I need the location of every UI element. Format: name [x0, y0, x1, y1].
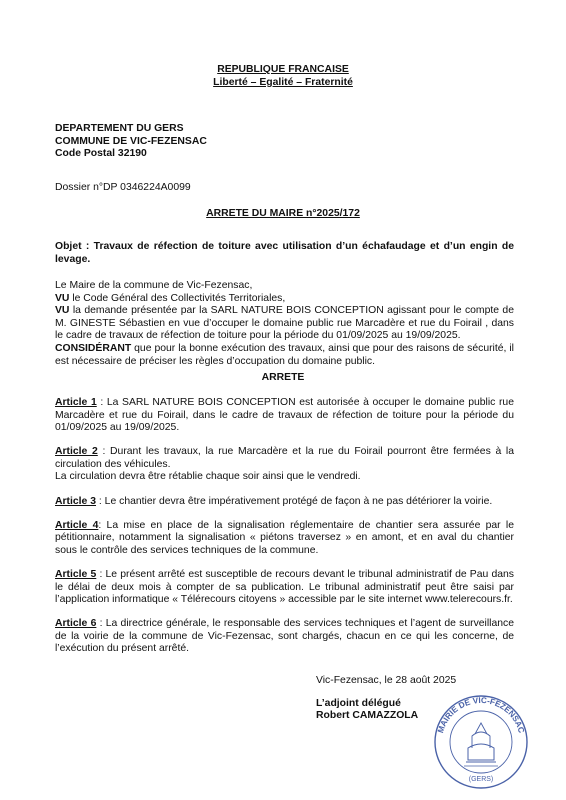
- department-name: DEPARTEMENT DU GERS: [55, 123, 184, 134]
- document-header: [0, 64, 566, 89]
- arrete-heading: ARRETE: [261, 372, 305, 383]
- seal-bottom-text: (GERS): [468, 776, 494, 783]
- article-5: [55, 569, 514, 607]
- article-2: [55, 446, 514, 484]
- commune-name: COMMUNE DE VIC-FEZENSAC: [55, 135, 207, 147]
- dossier-number: Dossier n°DP 0346224A0099: [55, 182, 191, 193]
- considerant-line: [55, 343, 514, 368]
- postal-code: Code Postal 32190: [55, 148, 147, 160]
- vu-label: VU: [55, 305, 70, 317]
- issuer-block: [55, 123, 207, 161]
- article-1: [55, 397, 514, 435]
- article-text: : La SARL NATURE BOIS CONCEPTION est autorisée à occuper le domaine public rue Marcadère et rue du Foirail, dans le cadre de travaux de réfection de toiture pour la période du 01/09/2025 au 19/09/2025.: [55, 397, 514, 434]
- article-6: [55, 618, 514, 656]
- vu-request-line: [55, 305, 514, 343]
- articles-list: [55, 397, 514, 668]
- republic-motto: Liberté – Egalité – Fraternité: [213, 76, 353, 88]
- article-text: : Le chantier devra être impérativement protégé de façon à ne pas détériorer la voirie.: [96, 495, 493, 507]
- vu-request-text: la demande présentée par la SARL NATURE BOIS CONCEPTION agissant pour le compte de M. GINESTE Sébastien en vue d’occuper le domaine public rue Marcadère et rue du Foirail , dans le cadre de travaux de réfection de toiture pour la période du 01/09/2025 au 19/09/2025.: [55, 305, 514, 342]
- objet-paragraph: Objet : Travaux de réfection de toiture avec utilisation d’un échafaudage et d’un engin de levage.: [55, 241, 514, 265]
- vu-label: VU: [55, 292, 70, 304]
- preamble-intro: Le Maire de la commune de Vic-Fezensac,: [55, 280, 253, 291]
- decree-title: ARRETE DU MAIRE n°2025/172: [206, 208, 360, 219]
- article-label: Article 3: [55, 495, 97, 507]
- republic-title: REPUBLIQUE FRANCAISE: [217, 64, 349, 75]
- considerant-label: CONSIDÉRANT: [55, 342, 132, 354]
- article-text: : Le présent arrêté est susceptible de recours devant le tribunal administratif de Pau dans le délai de deux mois à compter de sa publication. Le tribunal administratif peut être saisi par l’application informatique « Télérecours citoyens » accessible par le site internet www.telerecours.fr.: [55, 568, 514, 606]
- article-label: Article 6: [55, 618, 97, 630]
- article-3: [55, 496, 514, 509]
- seal-text: MAIRIE DE VIC-FEZENSAC: [436, 695, 526, 735]
- svg-text:MAIRIE DE VIC-FEZENSAC: [436, 696, 526, 734]
- mairie-seal-stamp: [428, 690, 534, 790]
- article-label: Article 5: [55, 568, 97, 580]
- signature-place-date: Vic-Fezensac, le 28 août 2025: [316, 675, 457, 686]
- considerant-text: que pour la bonne exécution des travaux, ainsi que pour des raisons de sécurité, il est nécessaire de préciser les règles d’occupation du domaine public.: [55, 342, 514, 367]
- vu-code-line: [55, 293, 514, 306]
- vu-code-text: le Code Général des Collectivités Territoriales,: [69, 292, 286, 304]
- signatory-role: L’adjoint délégué: [316, 697, 401, 709]
- article-text: : La mise en place de la signalisation réglementaire de chantier sera assurée par le pétitionnaire, notamment la signalisation « piétons traversez » en amont, et en aval du chantier sous le contrôle des services techniques de la commune.: [55, 519, 514, 556]
- signatory-name: Robert CAMAZZOLA: [316, 710, 419, 722]
- preamble: [55, 280, 514, 368]
- article-text: : Durant les travaux, la rue Marcadère et la rue du Foirail pourront être fermées à la circulation des véhicules.: [55, 446, 514, 470]
- article-4: [55, 520, 514, 558]
- article-label: Article 2: [55, 446, 98, 458]
- article-text: : La directrice générale, le responsable des services techniques et l’agent de surveillance de la voirie de la commune de Vic-Fezensac, sont chargés, chacun en ce qui les concerne, de l’exécution du présent arrêté.: [55, 618, 514, 655]
- article-text-extra: La circulation devra être rétablie chaque soir ainsi que le vendredi.: [55, 471, 361, 483]
- article-label: Article 4: [55, 519, 99, 531]
- article-label: Article 1: [55, 397, 97, 408]
